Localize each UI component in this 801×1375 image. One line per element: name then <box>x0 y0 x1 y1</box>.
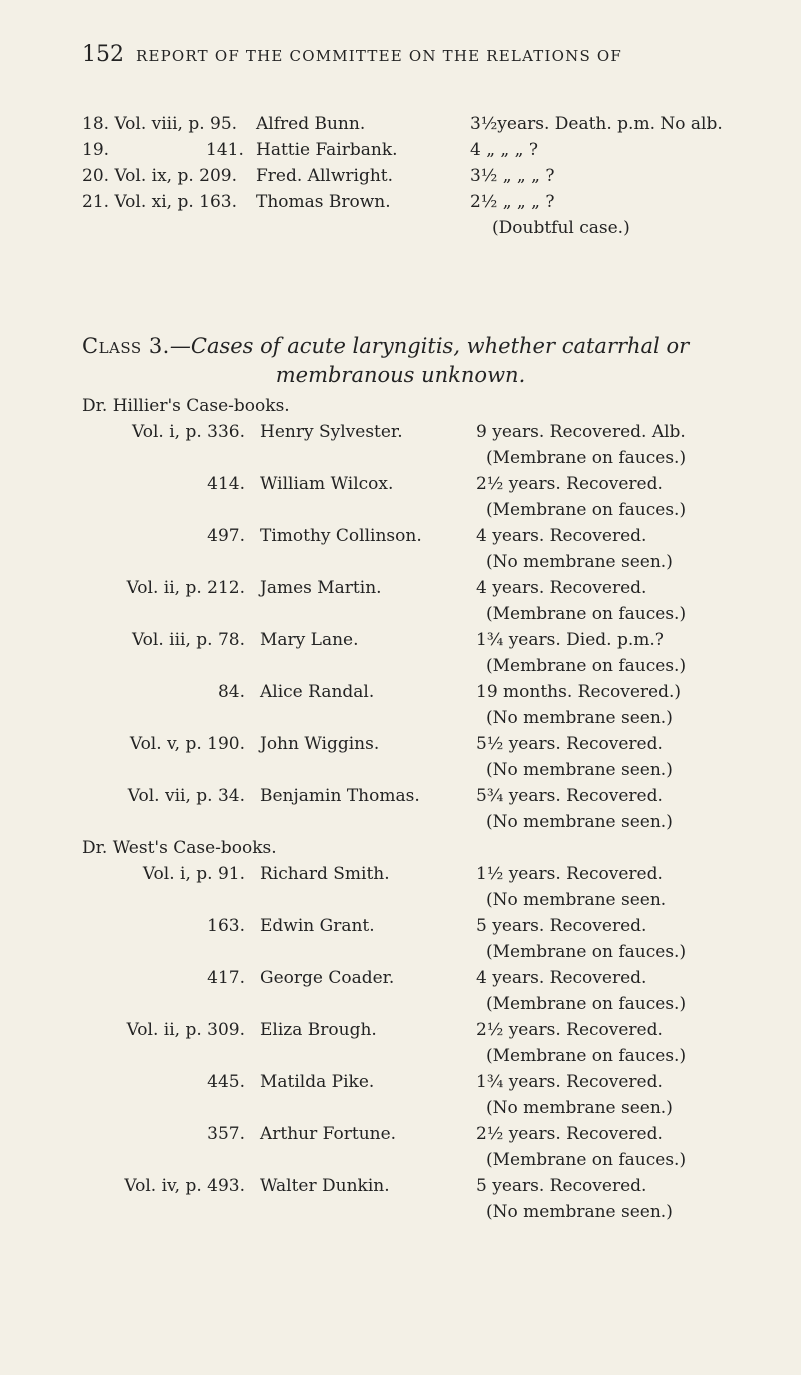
case-note: (No membrane seen.) <box>486 812 673 832</box>
case-result: 2½ years. Recovered. <box>476 474 663 494</box>
patient-name: Mary Lane. <box>260 630 359 650</box>
case-result: 4 years. Recovered. <box>476 526 647 546</box>
case-page-ref: 141. <box>206 140 244 160</box>
section-title-line2: membranous unknown. <box>275 363 526 387</box>
patient-name: Benjamin Thomas. <box>260 786 420 806</box>
case-ref: Vol. iv, p. 493. <box>124 1176 245 1196</box>
case-info: 4 „ „ „ ? <box>470 140 538 160</box>
case-result: 5 years. Recovered. <box>476 916 647 936</box>
case-ref: Vol. ii, p. 212. <box>126 578 245 598</box>
page-number: 152 <box>82 42 124 67</box>
case-info: 3½ „ „ „ ? <box>470 166 555 186</box>
case-result: 4 years. Recovered. <box>476 578 647 598</box>
case-note: (Membrane on fauces.) <box>486 656 687 676</box>
case-note: (Membrane on fauces.) <box>486 500 687 520</box>
case-ref: 445. <box>207 1072 245 1092</box>
case-note: (Membrane on fauces.) <box>486 942 687 962</box>
case-ref: Vol. i, p. 91. <box>142 864 245 884</box>
patient-name: Fred. Allwright. <box>256 166 394 186</box>
case-result: 5 years. Recovered. <box>476 1176 647 1196</box>
case-note: (Membrane on fauces.) <box>486 994 687 1014</box>
patient-name: Richard Smith. <box>260 864 390 884</box>
patient-name: Arthur Fortune. <box>260 1124 397 1144</box>
case-note: (Membrane on fauces.) <box>486 1046 687 1066</box>
case-result: 2½ years. Recovered. <box>476 1124 663 1144</box>
case-ref: 417. <box>207 968 245 988</box>
case-note: (Membrane on fauces.) <box>486 604 687 624</box>
case-note: (Membrane on fauces.) <box>486 448 687 468</box>
case-ref: Vol. ii, p. 309. <box>126 1020 245 1040</box>
case-ref: 497. <box>207 526 245 546</box>
case-ref: 357. <box>207 1124 245 1144</box>
case-note: (No membrane seen.) <box>486 1202 673 1222</box>
class-label: Class 3. <box>82 334 170 358</box>
doubtful-row <box>0 218 801 244</box>
case-ref: Vol. vii, p. 34. <box>127 786 245 806</box>
patient-name: Walter Dunkin. <box>260 1176 390 1196</box>
case-row-18 <box>0 114 801 140</box>
patient-name: Thomas Brown. <box>256 192 391 212</box>
case-note: (No membrane seen.) <box>486 1098 673 1118</box>
case-info: 3½years. Death. p.m. No alb. <box>470 114 723 134</box>
case-note: (No membrane seen. <box>486 890 667 910</box>
case-result: 4 years. Recovered. <box>476 968 647 988</box>
patient-name: John Wiggins. <box>260 734 380 754</box>
case-result: 1¾ years. Died. p.m.? <box>476 630 664 650</box>
case-row-21 <box>0 192 801 218</box>
case-result: 1½ years. Recovered. <box>476 864 663 884</box>
source-heading-west: Dr. West's Case-books. <box>82 838 277 858</box>
case-ref: 163. <box>207 916 245 936</box>
case-ref: 414. <box>207 474 245 494</box>
case-ref: 84. <box>217 682 245 702</box>
running-title: REPORT OF THE COMMITTEE ON THE RELATIONS OF <box>136 47 622 65</box>
case-result: 1¾ years. Recovered. <box>476 1072 663 1092</box>
case-result: 2½ years. Recovered. <box>476 1020 663 1040</box>
case-row-19 <box>0 140 801 166</box>
case-result: 5½ years. Recovered. <box>476 734 663 754</box>
case-ref: Vol. v, p. 190. <box>129 734 245 754</box>
case-number: 21. Vol. xi, p. 163. <box>82 192 238 212</box>
patient-name: Alice Randal. <box>260 682 375 702</box>
section-title <box>82 334 689 358</box>
case-info: 2½ „ „ „ ? <box>470 192 555 212</box>
case-result: 9 years. Recovered. Alb. <box>476 422 686 442</box>
case-ref: Vol. i, p. 336. <box>132 422 245 442</box>
source-heading-hillier: Dr. Hillier's Case-books. <box>82 396 290 416</box>
running-header <box>82 42 622 67</box>
section-title-line1: —Cases of acute laryngitis, whether catarrhal or <box>169 334 690 358</box>
case-note: (Membrane on fauces.) <box>486 1150 687 1170</box>
case-note: (No membrane seen.) <box>486 760 673 780</box>
patient-name: William Wilcox. <box>260 474 394 494</box>
patient-name: Edwin Grant. <box>260 916 375 936</box>
patient-name: George Coader. <box>260 968 395 988</box>
patient-name: Alfred Bunn. <box>256 114 366 134</box>
patient-name: Timothy Collinson. <box>260 526 422 546</box>
case-result: 5¾ years. Recovered. <box>476 786 663 806</box>
patient-name: Hattie Fairbank. <box>256 140 398 160</box>
case-note: (No membrane seen.) <box>486 552 673 572</box>
case-number: 18. Vol. viii, p. 95. <box>82 114 238 134</box>
case-number: 19. <box>82 140 110 160</box>
case-note: (No membrane seen.) <box>486 708 673 728</box>
patient-name: Eliza Brough. <box>260 1020 377 1040</box>
case-ref: Vol. iii, p. 78. <box>131 630 245 650</box>
patient-name: James Martin. <box>260 578 382 598</box>
case-result: 19 months. Recovered.) <box>476 682 682 702</box>
patient-name: Matilda Pike. <box>260 1072 375 1092</box>
patient-name: Henry Sylvester. <box>260 422 403 442</box>
doubtful-note: (Doubtful case.) <box>492 218 630 238</box>
case-row-20 <box>0 166 801 192</box>
case-number: 20. Vol. ix, p. 209. <box>82 166 238 186</box>
